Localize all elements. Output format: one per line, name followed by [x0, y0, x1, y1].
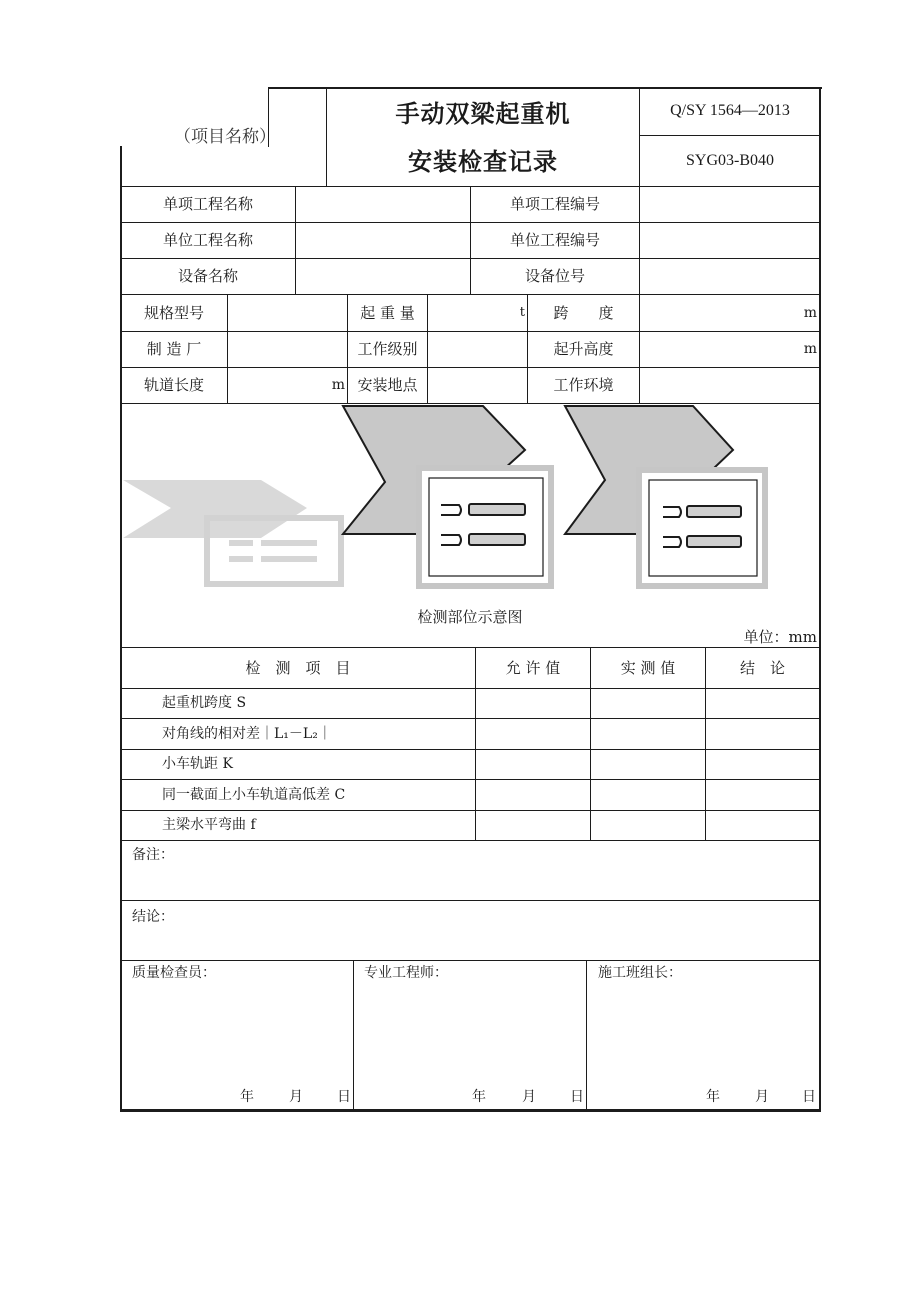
- unit-no-label: 单位工程编号: [509, 231, 600, 249]
- header-inspection-item: 检 测 项 目: [245, 659, 351, 677]
- header-code-divider: [639, 135, 820, 136]
- track-length-label: 轨道长度: [143, 376, 204, 394]
- diagram-caption: 检测部位示意图: [417, 608, 523, 626]
- team-leader-day: 日: [802, 1089, 816, 1105]
- row-line-8: [120, 647, 820, 648]
- diagram-right-box: [639, 470, 765, 586]
- inspection-item-diagonal: 对角线的相对差｜L₁－L₂｜: [162, 726, 332, 742]
- quality-inspector-month: 月: [289, 1089, 303, 1105]
- allowed-value-cell[interactable]: [476, 689, 590, 840]
- lifting-weight-unit: t: [519, 305, 525, 320]
- equipment-name-label: 设备名称: [177, 267, 238, 285]
- team-leader-month: 月: [755, 1089, 769, 1105]
- conclusion-field[interactable]: [180, 902, 816, 958]
- lift-height-label: 起升高度: [553, 340, 614, 358]
- row-line-5: [120, 331, 820, 332]
- header-allowed-value: 允 许 值: [505, 659, 561, 677]
- form-title-line2: 安装检查记录: [408, 148, 558, 176]
- single-item-no-field[interactable]: [640, 187, 819, 222]
- measured-value-cell[interactable]: [591, 689, 705, 840]
- row-line-14: [120, 840, 820, 841]
- single-item-name-label: 单项工程名称: [162, 195, 253, 213]
- manufacturer-field[interactable]: [228, 332, 347, 367]
- diagram-left-line-3: [229, 556, 253, 562]
- standard-code: Q/SY 1564—2013: [670, 102, 790, 119]
- professional-engineer-month: 月: [522, 1089, 536, 1105]
- quality-inspector-signature[interactable]: [124, 986, 350, 1082]
- professional-engineer-label: 专业工程师：: [364, 965, 448, 981]
- border-top: [268, 87, 822, 89]
- equipment-position-field[interactable]: [640, 259, 819, 294]
- single-item-name-field[interactable]: [296, 187, 470, 222]
- unit-name-label: 单位工程名称: [162, 231, 253, 249]
- diagram-right-bar-2: [687, 536, 741, 547]
- lifting-weight-label: 起 重 量: [360, 304, 415, 322]
- quality-inspector-day: 日: [337, 1089, 351, 1105]
- inspection-item-rail-height: 同一截面上小车轨道高低差 C: [162, 787, 346, 803]
- diagram-left-line-2: [261, 540, 317, 546]
- unit-no-field[interactable]: [640, 223, 819, 258]
- conclusion-label: 结论：: [132, 909, 174, 925]
- inspection-item-trolley-gauge: 小车轨距 K: [162, 756, 233, 772]
- model-field[interactable]: [228, 295, 347, 331]
- quality-inspector-label: 质量检查员：: [132, 965, 216, 981]
- diagram-left-line-4: [261, 556, 317, 562]
- header-conclusion: 结 论: [739, 659, 785, 677]
- span-unit: m: [803, 305, 817, 321]
- form-title-line1: 手动双梁起重机: [395, 100, 571, 128]
- model-label: 规格型号: [143, 304, 204, 322]
- inspection-item-girder-bend: 主梁水平弯曲 f: [162, 817, 256, 833]
- border-bottom: [120, 1109, 821, 1112]
- diagram-middle-box: [419, 468, 551, 586]
- sign-col-1: [353, 960, 354, 1110]
- work-class-label: 工作级别: [357, 340, 418, 358]
- team-leader-year: 年: [706, 1089, 720, 1105]
- header-measured-value: 实 测 值: [620, 659, 676, 677]
- unit-name-field[interactable]: [296, 223, 470, 258]
- sign-col-2: [586, 960, 587, 1110]
- form-code: SYG03-B040: [685, 152, 774, 169]
- remarks-label: 备注：: [132, 847, 174, 863]
- border-right: [819, 87, 821, 1112]
- quality-inspector-year: 年: [240, 1089, 254, 1105]
- lift-height-unit: m: [803, 341, 817, 357]
- manufacturer-label: 制 造 厂: [146, 340, 202, 358]
- project-name-label: （项目名称）: [174, 127, 276, 147]
- team-leader-signature[interactable]: [589, 986, 817, 1082]
- diagram-middle-bar-2: [469, 534, 525, 545]
- inspection-item-span: 起重机跨度 S: [162, 695, 247, 711]
- professional-engineer-day: 日: [570, 1089, 584, 1105]
- row-line-15: [120, 900, 820, 901]
- diagram-right-bar-1: [687, 506, 741, 517]
- diagram-unit-note: 单位：mm: [743, 628, 817, 646]
- conclusion-cell[interactable]: [706, 689, 819, 840]
- professional-engineer-signature[interactable]: [356, 986, 584, 1082]
- equipment-name-field[interactable]: [296, 259, 470, 294]
- span-label: 跨 度: [553, 304, 614, 322]
- single-item-no-label: 单项工程编号: [509, 195, 600, 213]
- equipment-position-label: 设备位号: [524, 267, 585, 285]
- remarks-field[interactable]: [180, 842, 816, 898]
- environment-label: 工作环境: [553, 376, 614, 394]
- diagram-left-line-1: [229, 540, 253, 546]
- row-line-6: [120, 367, 820, 368]
- professional-engineer-year: 年: [472, 1089, 486, 1105]
- diagram-middle-bar-1: [469, 504, 525, 515]
- team-leader-label: 施工班组长：: [598, 965, 682, 981]
- row-line-16: [120, 960, 820, 961]
- diagram-left-chevron: [123, 480, 307, 538]
- track-length-unit: m: [331, 377, 345, 393]
- install-location-label: 安装地点: [357, 376, 418, 394]
